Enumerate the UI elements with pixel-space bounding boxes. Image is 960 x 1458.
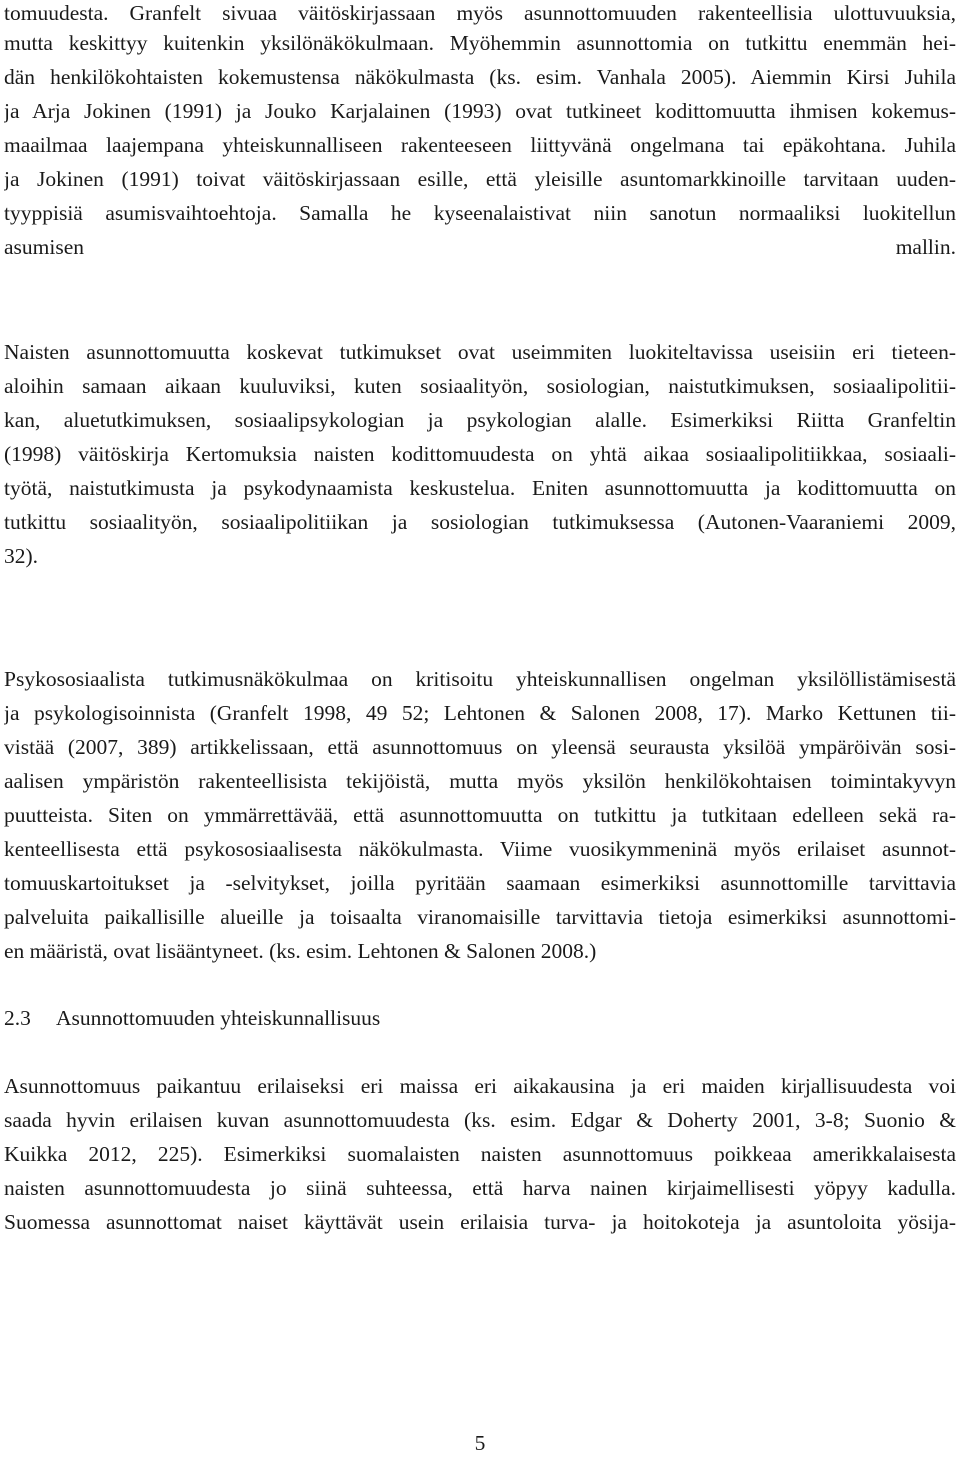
paragraph-line: saada hyvin erilaisen kuvan asunnottomuudesta (ks. esim. Edgar & Doherty 2001, 3-8; Suonio & — [4, 1108, 956, 1132]
paragraph-line: vistää (2007, 389) artikkelissaan, että asunnottomuus on yleensä seurausta yksilöä ympäröivän sosi- — [4, 735, 956, 759]
paragraph-line: 32). — [4, 544, 39, 568]
paragraph-line: mutta keskittyy kuitenkin yksilönäkökulmaan. Myöhemmin asunnottomia on tutkittu enemmän hei- — [4, 31, 956, 55]
paragraph-line: aloihin samaan aikaan kuuluviksi, kuten sosiaalityön, sosiologian, naistutkimuksen, sosiaalipolitii- — [4, 374, 956, 398]
paragraph-line: ja Jokinen (1991) toivat väitöskirjassaan esille, että yleisille asuntomarkkinoille tarvitaan uuden- — [4, 167, 956, 191]
section-number: 2.3 — [4, 1006, 31, 1030]
paragraph-line: en määristä, ovat lisääntyneet. (ks. esim. Lehtonen & Salonen 2008.) — [4, 939, 597, 963]
paragraph-line: dän henkilökohtaisten kokemustensa näkökulmasta (ks. esim. Vanhala 2005). Aiemmin Kirsi Juhila — [4, 65, 956, 89]
paragraph-line: kenteellisesta että psykososiaalisesta näkökulmasta. Viime vuosikymmeninä myös erilaiset asunnot- — [4, 837, 956, 861]
paragraph-line: palveluita paikallisille alueille ja toisaalta viranomaisille tarvittavia tietoja esimerkiksi asunnottomi- — [4, 905, 956, 929]
section-heading — [4, 1003, 380, 1033]
paragraph-line: ja psykologisoinnista (Granfelt 1998, 49 52; Lehtonen & Salonen 2008, 17). Marko Kettunen tii- — [4, 701, 956, 725]
page-number: 5 — [474, 1431, 486, 1455]
paragraph-line: puutteista. Siten on ymmärrettävää, että asunnottomuutta on tutkittu ja tutkitaan edelleen sekä ra- — [4, 803, 956, 827]
paragraph-line: (1998) väitöskirja Kertomuksia naisten kodittomuudesta on yhtä aikaa sosiaalipolitiikkaa, sosiaali- — [4, 442, 956, 466]
paragraph-line: tutkittu sosiaalityön, sosiaalipolitiikan ja sosiologian tutkimuksessa (Autonen-Vaaraniemi 2009, — [4, 510, 956, 534]
paragraph-line: asumisen mallin. — [4, 235, 956, 259]
paragraph-line: kan, aluetutkimuksen, sosiaalipsykologian ja psykologian alalle. Esimerkiksi Riitta Granfeltin — [4, 408, 956, 432]
paragraph-line: Naisten asunnottomuutta koskevat tutkimukset ovat useimmiten luokiteltavissa useisiin eri tieteen- — [4, 340, 956, 364]
paragraph-line: Asunnottomuus paikantuu erilaiseksi eri maissa eri aikakausina ja eri maiden kirjallisuudesta voi — [4, 1074, 956, 1098]
paragraph-line: aalisen ympäristön rakenteellisista tekijöistä, mutta myös yksilön henkilökohtaisen toimintakyvyn — [4, 769, 956, 793]
paragraph-line: maailmaa laajempana yhteiskunnalliseen rakenteeseen liittyvänä ongelmana tai epäkohtana. Juhila — [4, 133, 956, 157]
paragraph-line: tomuudesta. Granfelt sivuaa väitöskirjassaan myös asunnottomuuden rakenteellisia ulottuvuuksia, — [4, 1, 956, 25]
paragraph-line — [4, 266, 956, 296]
paragraph-line: Kuikka 2012, 225). Esimerkiksi suomalaisten naisten asunnottomuus poikkeaa amerikkalaisesta — [4, 1142, 956, 1166]
paragraph-line: tyyppisiä asumisvaihtoehtoja. Samalla he kyseenalaistivat niin sanotun normaaliksi luokitellun — [4, 201, 956, 225]
section-title: Asunnottomuuden yhteiskunnallisuus — [56, 1006, 381, 1030]
paragraph-line: Psykososiaalista tutkimusnäkökulmaa on kritisoitu yhteiskunnallisen ongelman yksilöllistämisestä — [4, 667, 956, 691]
paragraph-line: naisten asunnottomuudesta jo siinä suhteessa, että harva nainen kirjaimellisesti yöpyy kadulla. — [4, 1176, 956, 1200]
paragraph-line: Suomessa asunnottomat naiset käyttävät usein erilaisia turva- ja hoitokoteja ja asuntoloita yösija- — [4, 1210, 956, 1234]
paragraph-line: tomuuskartoitukset ja -selvitykset, joilla pyritään saamaan esimerkiksi asunnottomille tarvittavia — [4, 871, 956, 895]
paragraph-line: työtä, naistutkimusta ja psykodynaamista keskustelua. Eniten asunnottomuutta ja kodittomuutta on — [4, 476, 956, 500]
paragraph-line: ja Arja Jokinen (1991) ja Jouko Karjalainen (1993) ovat tutkineet kodittomuutta ihmisen kokemus- — [4, 99, 956, 123]
